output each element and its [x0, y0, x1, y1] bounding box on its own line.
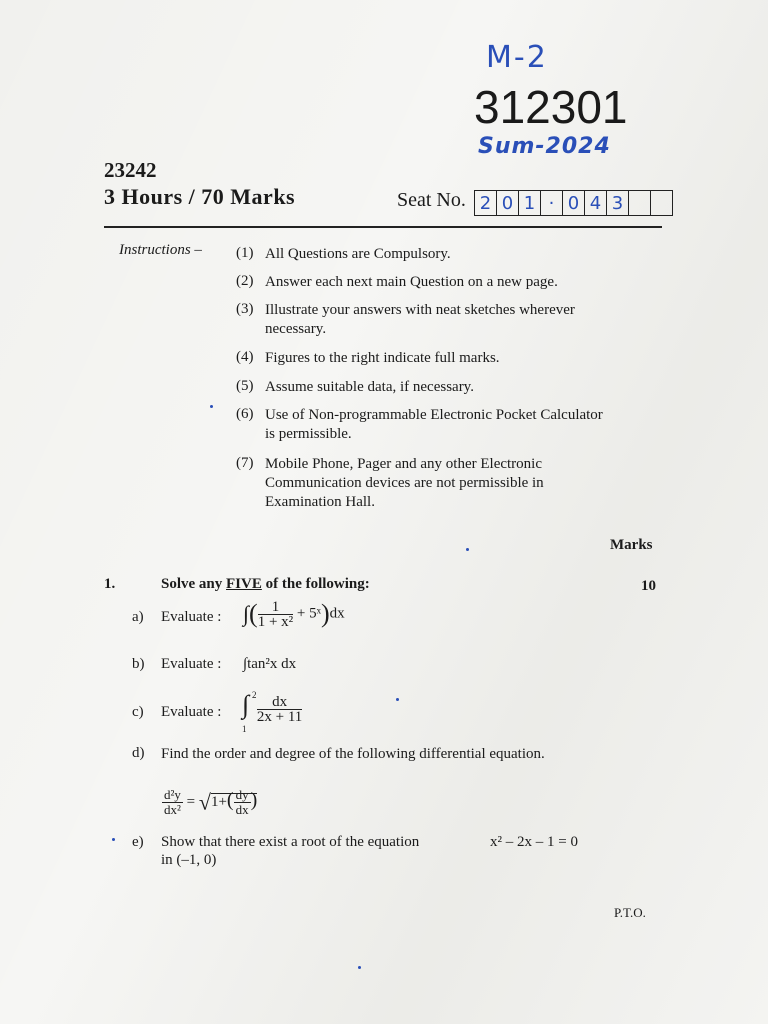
integral-b: ∫tan²x dx: [243, 656, 297, 672]
ink-speck: [210, 405, 213, 408]
seat-digit: 4: [585, 191, 607, 215]
part-label: c): [132, 704, 144, 720]
ink-speck: [358, 966, 361, 969]
part-text: Show that there exist a root of the equation: [161, 834, 420, 850]
instruction-text: Answer each next main Question on a new page.: [265, 274, 558, 290]
instruction-number: (7): [236, 455, 254, 471]
part-text: Evaluate :: [161, 609, 222, 625]
question-title-pre: Solve any: [161, 576, 227, 592]
differential-equation: $\frac{\text{d²y}}{\text{dx²}}$ = √1+( $\frac{dy}{dx}$ ): [164, 787, 258, 817]
frac-denominator: 1 + x²: [257, 613, 294, 630]
instruction-text: Figures to the right indicate full marks.: [265, 350, 500, 366]
part-text: Evaluate :: [161, 704, 222, 720]
ink-speck: [112, 838, 115, 841]
handwritten-session: Sum-2024: [478, 134, 611, 159]
seat-digit: [651, 191, 672, 215]
instruction-text: Use of Non-programmable Electronic Pocket Calculator is permissible.: [265, 407, 603, 442]
instruction-number: (3): [236, 301, 254, 317]
question-title-post: of the following:: [261, 576, 370, 592]
instruction-number: (6): [236, 406, 254, 422]
integral-c: 2 ∫ 1 $\frac{dx}{2x + 11}$: [242, 690, 303, 734]
part-label: a): [132, 609, 144, 625]
duration-marks: 3 Hours / 70 Marks: [104, 184, 296, 209]
part-text: Evaluate :: [161, 656, 222, 672]
frac-denominator: dx: [235, 802, 249, 817]
seat-digit: 0: [497, 191, 519, 215]
instruction-number: (4): [236, 349, 254, 365]
pto-footer: P.T.O.: [614, 905, 646, 920]
seat-digit: ·: [541, 191, 563, 215]
marks-heading: Marks: [610, 537, 653, 553]
header-divider: [104, 226, 662, 228]
seat-digit: [629, 191, 651, 215]
instruction-number: (1): [236, 245, 254, 261]
frac-numerator: d²y: [164, 787, 181, 802]
seat-digit: 0: [563, 191, 585, 215]
lower-limit: 1: [242, 724, 247, 734]
upper-limit: 2: [252, 690, 257, 700]
seat-digit: 2: [475, 191, 497, 215]
subject-code: 312301: [474, 81, 628, 133]
instruction-text: All Questions are Compulsory.: [265, 246, 451, 262]
interval-e: in (–1, 0): [161, 852, 217, 868]
instruction-text: Illustrate your answers with neat sketches wherever necessary.: [265, 302, 575, 337]
frac-numerator: dy: [235, 787, 249, 802]
part-text: Find the order and degree of the following differential equation.: [161, 746, 545, 762]
question-number: 1.: [104, 576, 116, 592]
question-title-key: FIVE: [226, 576, 262, 592]
seat-number-boxes: [474, 190, 673, 216]
equation-e: x² – 2x – 1 = 0: [490, 834, 578, 850]
frac-denominator: dx²: [164, 802, 181, 817]
question-marks: 10: [641, 578, 656, 594]
ink-speck: [466, 548, 469, 551]
frac-numerator: 1: [258, 600, 293, 615]
seat-digit: 3: [607, 191, 629, 215]
handwritten-code: M-2: [486, 40, 548, 75]
integral-a: ∫( $\frac{1}{\text{1 + x²}}$ + 5ˣ)dx: [243, 598, 345, 630]
instruction-number: (2): [236, 273, 254, 289]
instruction-number: (5): [236, 378, 254, 394]
part-label: e): [132, 834, 144, 850]
ink-speck: [396, 698, 399, 701]
frac-numerator: dx: [257, 695, 302, 710]
part-label: b): [132, 656, 145, 672]
paper-code: 23242: [104, 158, 157, 182]
instruction-text: Mobile Phone, Pager and any other Electronic Communication devices are not permissible in Examination Hall.: [265, 456, 544, 510]
frac-denominator: 2x + 11: [256, 709, 303, 726]
instructions-heading: Instructions –: [119, 242, 202, 258]
seat-digit: 1: [519, 191, 541, 215]
seat-number-label: Seat No.: [397, 189, 466, 211]
integrand-tail: + 5ˣ: [296, 605, 321, 622]
question-title: [161, 576, 370, 593]
instruction-text: Assume suitable data, if necessary.: [265, 379, 474, 395]
part-label: d): [132, 745, 145, 761]
